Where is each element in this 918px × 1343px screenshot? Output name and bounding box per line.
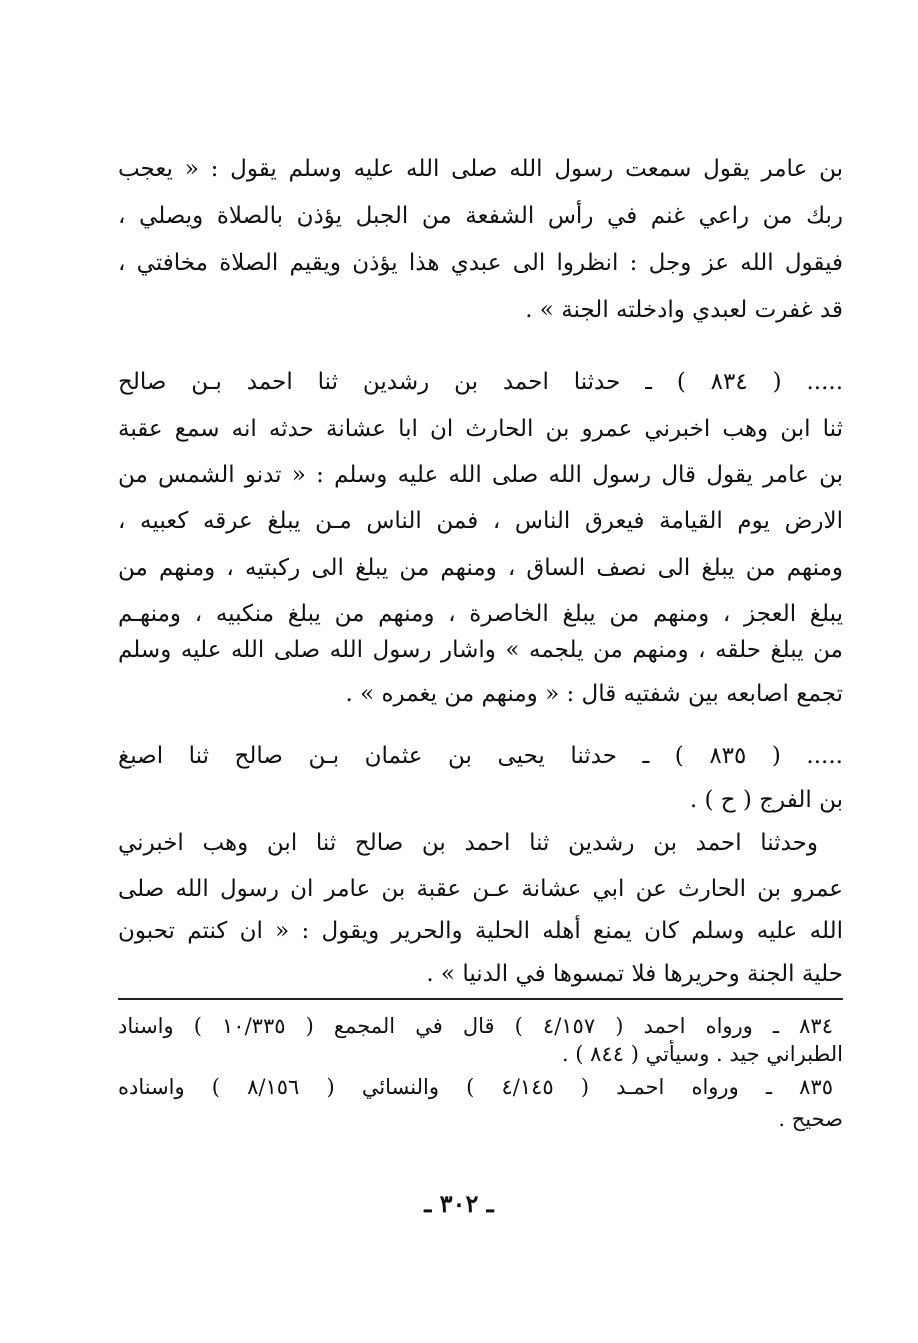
text-line: الارض يوم القيامة فيعرق الناس ، فمن الناس مـن يبلغ عرقه كعبيه ، <box>118 508 843 534</box>
footnote-line: صحيح . <box>778 1107 843 1131</box>
text-line: فيقول الله عز وجل : انظروا الى عبدي هذا يؤذن ويقيم الصلاة مخافتي ، <box>118 250 843 276</box>
text-line: بن عامر يقول قال رسول الله صلى الله عليه وسلم : « تدنو الشمس من <box>118 462 843 488</box>
text-line: قد غفرت لعبدي وادخلته الجنة » . <box>525 297 843 323</box>
text-line: من يبلغ حلقه ، ومنهم من يلجمه » واشار رسول الله صلى الله عليه وسلم <box>118 637 843 663</box>
footnote-line: ٨٣٤ ـ ورواه احمد ( ٤/١٥٧ ) قال في المجمع ( ١٠/٣٣٥ ) واسناد <box>118 1014 833 1038</box>
text-line: حلية الجنة وحريرها فلا تمسوها في الدنيا » . <box>426 961 843 987</box>
text-line: وحدثنا احمد بن رشدين ثنا احمد بن صالح ثنا ابن وهب اخبرني <box>118 830 818 856</box>
page-number: ـ ٣٠٢ ـ <box>424 1189 494 1218</box>
text-line: بن عامر يقول سمعت رسول الله صلى الله عليه وسلم يقول : « يعجب <box>118 156 843 182</box>
footnote-line: ٨٣٥ ـ ورواه احمـد ( ٤/١٤٥ ) والنسائي ( ٨/١٥٦ ) واسناده <box>118 1075 833 1099</box>
text-line: الله عليه وسلم كان يمنع أهله الحلية والحرير ويقول : « ان كنتم تحبون <box>118 918 843 944</box>
footnote-divider <box>118 998 843 1000</box>
text-line: تجمع اصابعه بين شفتيه قال : « ومنهم من يغمره » . <box>345 681 843 707</box>
footnote-line: الطبراني جيد . وسيأتي ( ٨٤٤ ) . <box>561 1042 843 1066</box>
text-line: ..... ( ٨٣٥ ) ـ حدثنا يحيى بن عثمان بـن صالح ثنا اصبغ <box>118 743 843 769</box>
text-line: ربك من راعي غنم في رأس الشفعة من الجبل يؤذن بالصلاة ويصلي ، <box>118 203 843 229</box>
text-line: يبلغ العجز ، ومنهم من يبلغ الخاصرة ، ومنهم من يبلغ منكبيه ، ومنهـم <box>118 601 843 627</box>
text-line: ومنهم من يبلغ الى نصف الساق ، ومنهم من يبلغ الى ركبتيه ، ومنهم من <box>118 555 843 581</box>
text-line: ثنا ابن وهب اخبرني عمرو بن الحارث ان ابا عشانة حدثه انه سمع عقبة <box>118 416 843 442</box>
text-line: بن الفرج ( ح ) . <box>689 787 843 813</box>
text-line: ..... ( ٨٣٤ ) ـ حدثنا احمد بن رشدين ثنا احمد بـن صالح <box>118 369 843 395</box>
text-line: عمرو بن الحارث عن ابي عشانة عـن عقبة بن عامر ان رسول الله صلى <box>118 876 843 902</box>
